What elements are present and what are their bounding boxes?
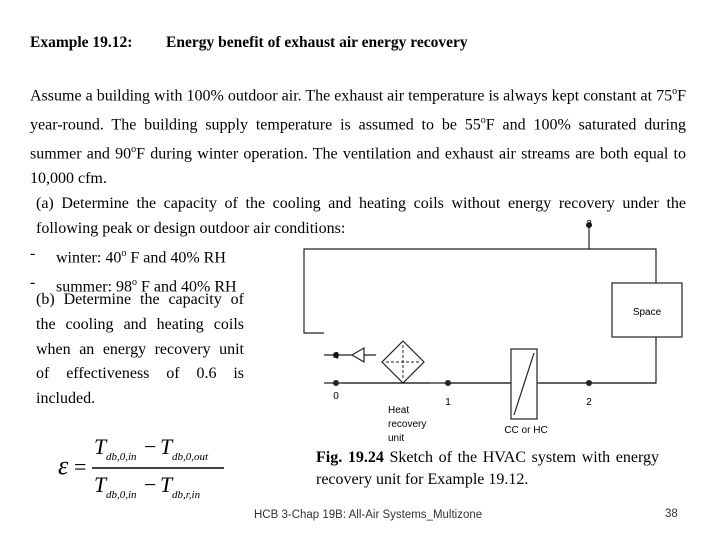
part-b-question: (b) Determine the capacity of the cooling and heating coils when an energy recovery unit of effectiveness of 0.6 is included. — [36, 291, 244, 408]
svg-text:T: T — [94, 472, 107, 497]
heat-recovery-label-3: unit — [388, 433, 405, 444]
node-1-dot — [445, 380, 451, 386]
hvac-sketch — [300, 215, 710, 445]
example-title: Energy benefit of exhaust air energy recovery — [166, 34, 468, 51]
footer-course: HCB 3-Chap 19B: All-Air Systems_Multizone — [254, 509, 483, 521]
node-1-label: 1 — [445, 397, 451, 408]
space-label: Space — [632, 307, 662, 318]
slide-title — [30, 34, 468, 52]
figure-caption — [316, 447, 659, 491]
svg-text:db,r,in: db,r,in — [172, 489, 201, 501]
node-0-dot — [333, 380, 339, 386]
svg-text:T: T — [160, 472, 173, 497]
part-a-question: (a) Determine the capacity of the cooling and heating coils without energy recovery under the following peak or design outdoor air conditions: — [36, 195, 686, 237]
figure-caption-text: Sketch of the HVAC system with energy recovery unit for Example 19.12. — [316, 449, 660, 488]
node-2-dot — [586, 380, 592, 386]
summer-condition: - summer: 98$^o$ F and 40% RH — [30, 273, 237, 296]
winter-condition: - winter: 40$^o$ F and 40% RH — [30, 244, 226, 267]
intro-paragraph: Assume a building with 100% outdoor air. The exhaust air temperature is always kept constant at 75$^o$F year-round. The building supply temperature is assumed to be 55$^o$F and 100% saturated during summer and 90$^o$F during winter operation. The ventilation and exhaust air streams are both equal to 10,000 cfm. — [30, 86, 686, 188]
svg-text:db,0,out: db,0,out — [172, 451, 209, 463]
node-4-label: 4 — [333, 351, 339, 362]
figure-label: Fig. 19.24 — [316, 449, 384, 466]
effectiveness-formula — [56, 428, 256, 504]
epsilon-symbol: ε — [58, 451, 69, 480]
page-number: 38 — [665, 508, 678, 520]
example-label: Example 19.12: — [30, 34, 133, 51]
heat-recovery-label-2: recovery — [388, 419, 427, 430]
node-2-label: 2 — [586, 397, 592, 408]
svg-text:db,0,in: db,0,in — [106, 451, 137, 463]
node-3-label: 3 — [586, 219, 592, 230]
svg-text:db,0,in: db,0,in — [106, 489, 137, 501]
svg-text:T: T — [160, 434, 173, 459]
coil-label: CC or HC — [504, 425, 548, 436]
exhaust-arrow — [352, 348, 364, 362]
svg-text:T: T — [94, 434, 107, 459]
equals-sign: = — [74, 454, 87, 479]
svg-text:−: − — [144, 472, 157, 497]
node-0-label: 0 — [333, 391, 339, 402]
svg-text:−: − — [144, 434, 157, 459]
heat-recovery-label-1: Heat — [388, 405, 410, 416]
return-duct — [304, 225, 589, 333]
